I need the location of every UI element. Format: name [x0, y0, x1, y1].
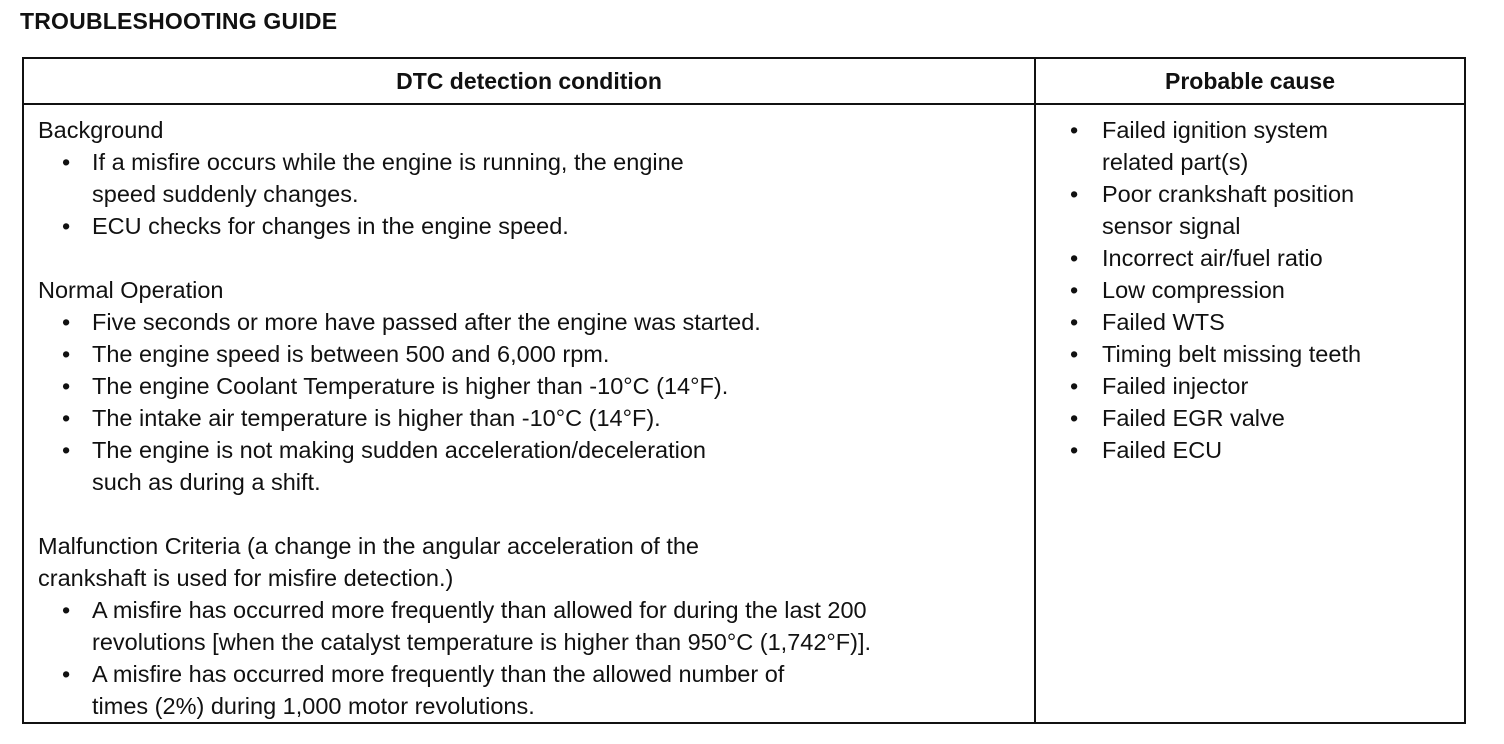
header-probable-cause: Probable cause [1164, 67, 1336, 94]
list-item-line: If a misfire occurs while the engine is running, the engine [92, 149, 684, 175]
bullet-icon: • [62, 373, 71, 399]
cause-line: Failed ignition system [1102, 117, 1328, 143]
cause-item [1064, 114, 1454, 178]
header-dtc-detection-condition: DTC detection condition [396, 67, 662, 94]
list-item-line: such as during a shift. [92, 469, 321, 495]
bullet-icon: • [62, 597, 71, 623]
list-item [38, 210, 1028, 242]
cause-column [1064, 114, 1454, 466]
bullet-icon: • [62, 437, 71, 463]
cause-item [1064, 338, 1454, 370]
cause-item [1064, 178, 1454, 242]
bullet-icon: • [62, 405, 71, 431]
bullet-icon: • [1070, 245, 1079, 271]
section-title-line: Malfunction Criteria (a change in the angular acceleration of the [38, 533, 699, 559]
condition-list [38, 594, 1028, 722]
cause-line: Incorrect air/fuel ratio [1102, 245, 1323, 271]
list-item-line: Five seconds or more have passed after the engine was started. [92, 309, 761, 335]
section-malfunction-criteria [38, 530, 1028, 722]
page-title: TROUBLESHOOTING GUIDE [20, 8, 338, 34]
cause-item [1064, 274, 1454, 306]
section-normal-operation [38, 274, 1028, 498]
bullet-icon: • [1070, 405, 1079, 431]
troubleshooting-table [22, 57, 1466, 724]
list-item [38, 594, 1028, 658]
condition-list [38, 306, 1028, 498]
list-item-line: The engine speed is between 500 and 6,000 rpm. [92, 341, 610, 367]
condition-column [38, 114, 1028, 722]
list-item [38, 370, 1028, 402]
list-item-line: A misfire has occurred more frequently than allowed for during the last 200 [92, 597, 867, 623]
cause-line: Low compression [1102, 277, 1285, 303]
cause-item [1064, 434, 1454, 466]
cause-item [1064, 402, 1454, 434]
list-item [38, 306, 1028, 338]
list-item [38, 338, 1028, 370]
bullet-icon: • [1070, 437, 1079, 463]
bullet-icon: • [62, 149, 71, 175]
section-title: Normal Operation [38, 277, 224, 303]
cause-line: sensor signal [1102, 213, 1241, 239]
bullet-icon: • [1070, 181, 1079, 207]
section-title-line: crankshaft is used for misfire detection.) [38, 565, 454, 591]
list-item [38, 146, 1028, 210]
bullet-icon: • [1070, 117, 1079, 143]
cause-item [1064, 370, 1454, 402]
list-item-line: The intake air temperature is higher than -10°C (14°F). [92, 405, 661, 431]
list-item-line: revolutions [when the catalyst temperature is higher than 950°C (1,742°F)]. [92, 629, 872, 655]
cause-line: related part(s) [1102, 149, 1249, 175]
list-item-line: The engine is not making sudden acceleration/deceleration [92, 437, 707, 463]
bullet-icon: • [62, 309, 71, 335]
condition-list [38, 146, 1028, 242]
bullet-icon: • [1070, 373, 1079, 399]
list-item-line: times (2%) during 1,000 motor revolutions. [92, 693, 535, 719]
section-background [38, 114, 1028, 242]
list-item-line: ECU checks for changes in the engine speed. [92, 213, 569, 239]
section-title: Background [38, 117, 164, 143]
list-item [38, 402, 1028, 434]
bullet-icon: • [62, 213, 71, 239]
cause-list [1064, 114, 1454, 466]
list-item-line: speed suddenly changes. [92, 181, 359, 207]
bullet-icon: • [1070, 277, 1079, 303]
cause-line: Failed ECU [1102, 437, 1223, 463]
cause-line: Poor crankshaft position [1102, 181, 1355, 207]
bullet-icon: • [62, 341, 71, 367]
list-item [38, 658, 1028, 722]
bullet-icon: • [62, 661, 71, 687]
cause-line: Timing belt missing teeth [1102, 341, 1362, 367]
list-item-line: A misfire has occurred more frequently than the allowed number of [92, 661, 785, 687]
list-item [38, 434, 1028, 498]
list-item-line: The engine Coolant Temperature is higher than -10°C (14°F). [92, 373, 729, 399]
bullet-icon: • [1070, 341, 1079, 367]
cause-item [1064, 242, 1454, 274]
bullet-icon: • [1070, 309, 1079, 335]
header-divider [24, 103, 1464, 105]
cause-line: Failed EGR valve [1102, 405, 1285, 431]
cause-item [1064, 306, 1454, 338]
column-divider [1034, 59, 1036, 722]
cause-line: Failed injector [1102, 373, 1249, 399]
cause-line: Failed WTS [1102, 309, 1225, 335]
